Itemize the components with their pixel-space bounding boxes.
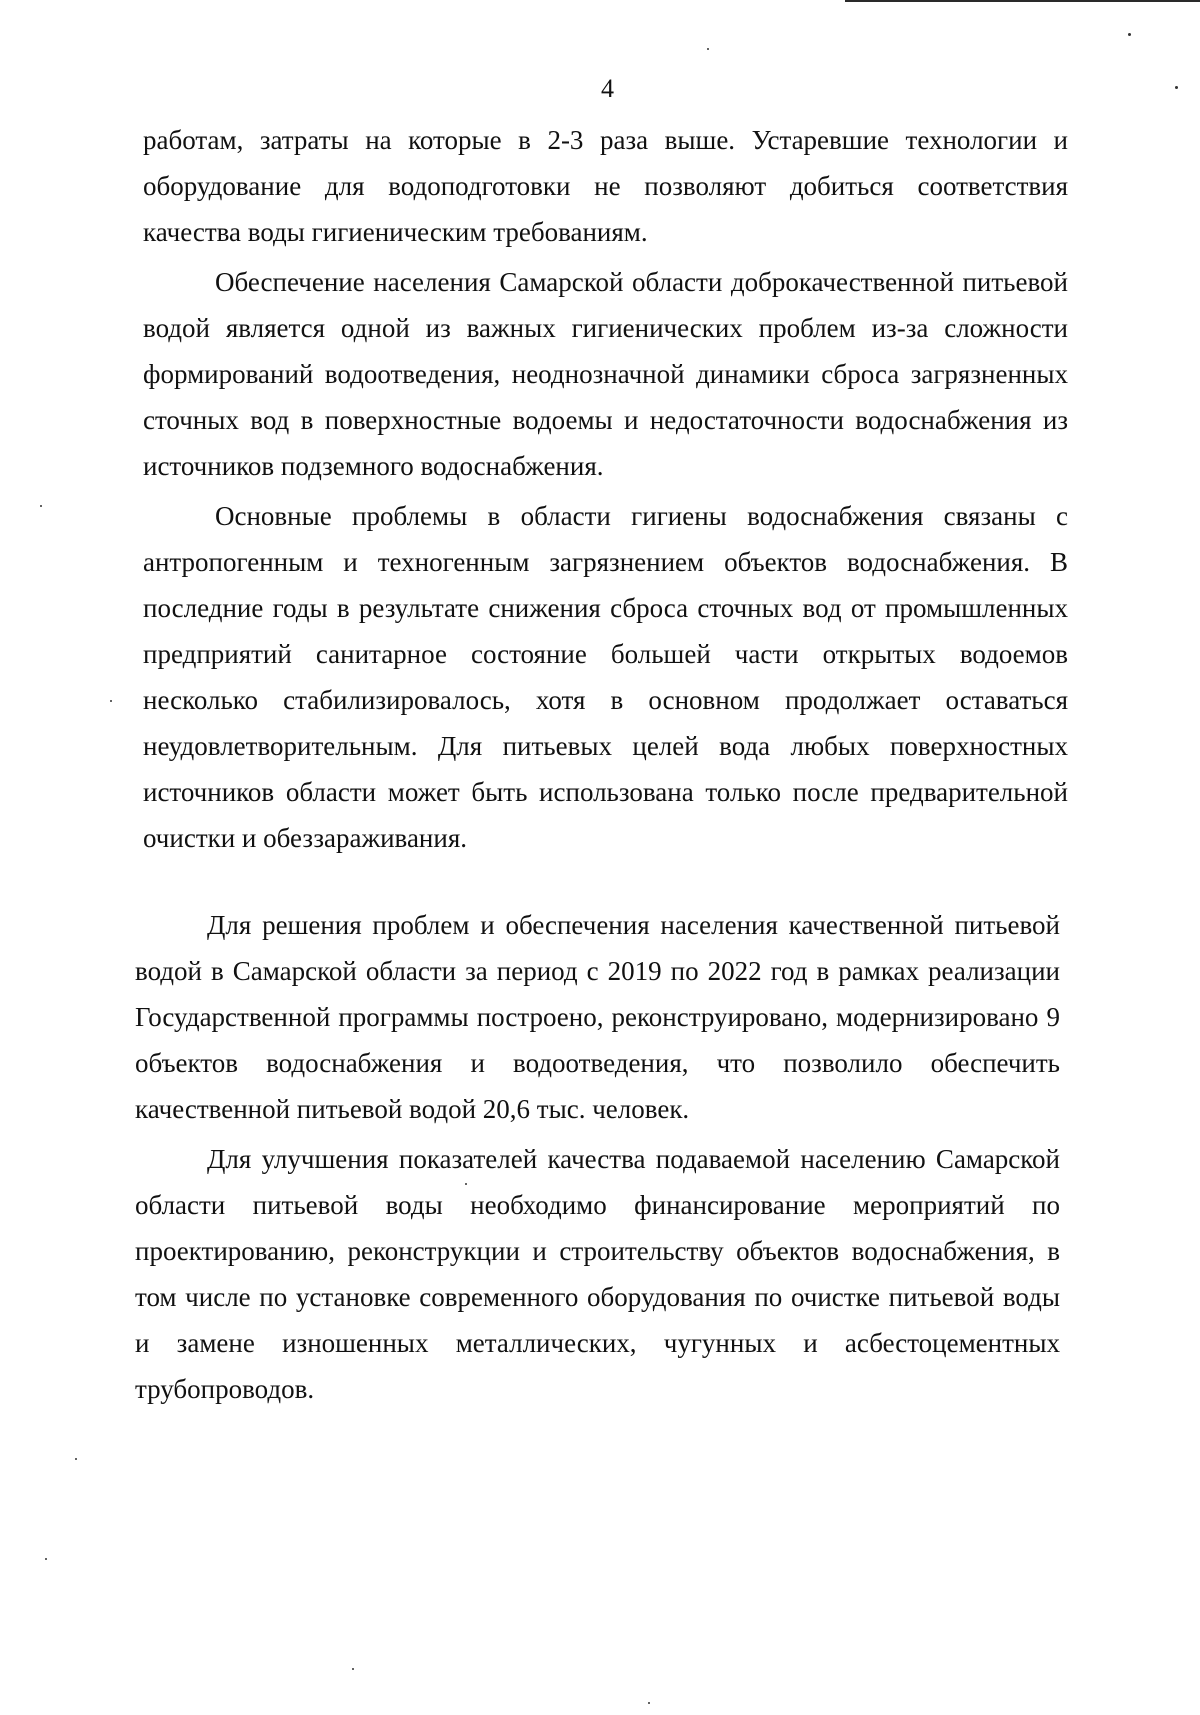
paragraph-water-supply-problem: Обеспечение населения Самарской области доброкачественной питьевой водой является одной из важных гигиенических проблем из-за сложности формирований водоотведения, неоднозначной динамики сброса загрязненных сточных вод в поверхностные водоемы и недостаточности водоснабжения из источников подземного водоснабжения.: [143, 267, 1068, 481]
scan-speck: [110, 700, 112, 702]
text-block-upper: [143, 117, 1068, 865]
paragraph-state-program-results: Для решения проблем и обеспечения населения качественной питьевой водой в Самарской области за период с 2019 по 2022 год в рамках реализации Государственной программы построено, реконструировано, модернизировано 9 объектов водоснабжения и водоотведения, что позволило обеспечить качественной питьевой водой 20,6 тыс. человек.: [135, 910, 1060, 1124]
scan-speck: [465, 1183, 467, 1185]
paragraph-continuation: работам, затраты на которые в 2-3 раза выше. Устаревшие технологии и оборудование для водоподготовки не позволяют добиться соответствия качества воды гигиеническим требованиям.: [143, 125, 1068, 247]
top-edge-rule: [845, 0, 1200, 2]
scan-speck: [1175, 86, 1178, 89]
scan-speck: [707, 48, 709, 50]
scan-speck: [352, 1668, 354, 1670]
scan-speck: [45, 1558, 47, 1560]
page-number: 4: [601, 74, 614, 103]
text-block-lower: [135, 902, 1060, 1416]
paragraph-main-problems: Основные проблемы в области гигиены водоснабжения связаны с антропогенным и техногенным загрязнением объектов водоснабжения. В последние годы в результате снижения сброса сточных вод от промышленных предприятий санитарное состояние большей части открытых водоемов несколько стабилизировалось, хотя в основном продолжает оставаться неудовлетворительным. Для питьевых целей вода любых поверхностных источников области может быть использована только после предварительной очистки и обеззараживания.: [143, 501, 1068, 853]
scan-speck: [1128, 33, 1131, 36]
scan-speck: [648, 1702, 650, 1704]
scan-speck: [75, 1458, 77, 1460]
scan-speck: [40, 505, 42, 507]
paragraph-financing-needs: Для улучшения показателей качества подаваемой населению Самарской области питьевой воды необходимо финансирование мероприятий по проектированию, реконструкции и строительству объектов водоснабжения, в том числе по установке современного оборудования по очистке питьевой воды и замене изношенных металлических, чугунных и асбестоцементных трубопроводов.: [135, 1144, 1060, 1404]
